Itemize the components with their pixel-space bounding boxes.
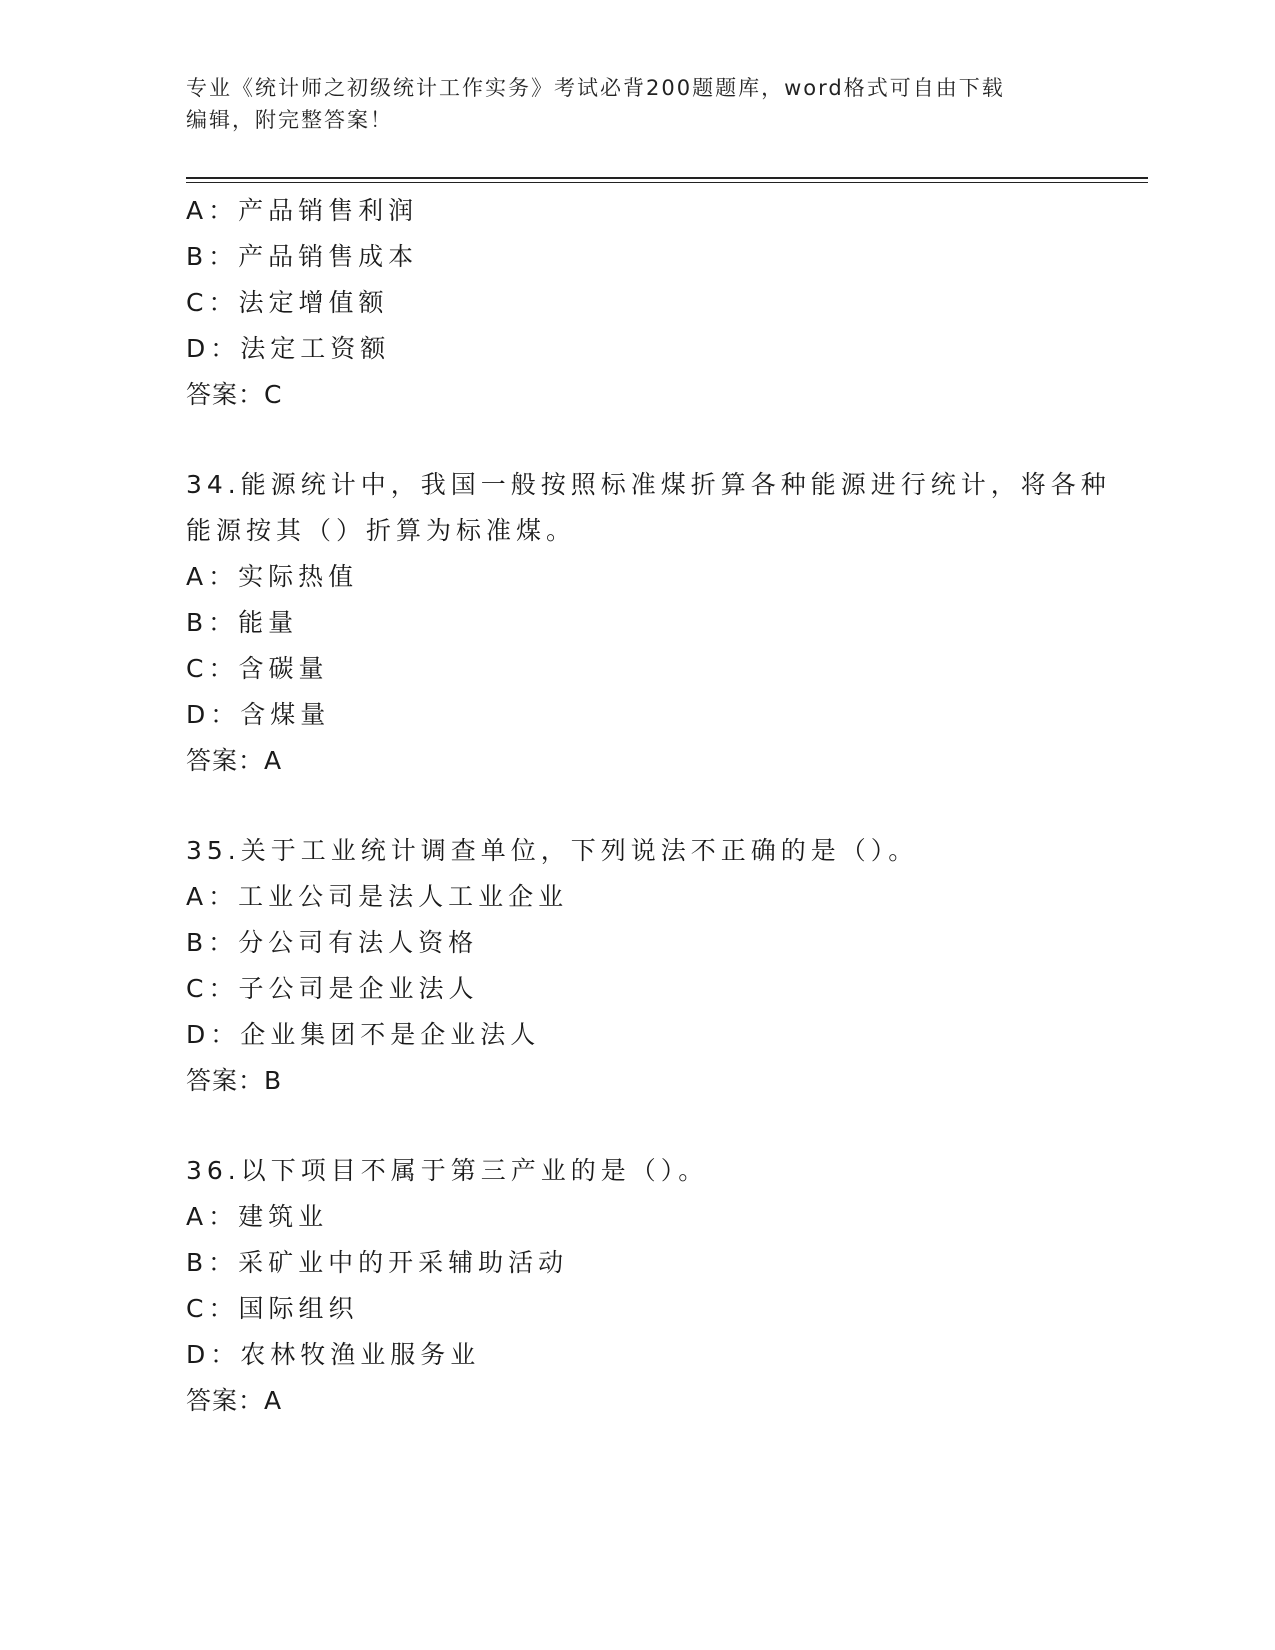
spacer [186,418,1086,462]
question-list [186,188,1111,1424]
question-text-line-1: 34.能源统计中，我国一般按照标准煤折算各种能源进行统计，将各种 [186,470,1111,499]
option-a: A：实际热值 [186,562,359,591]
option-c: C：法定增值额 [186,288,389,317]
option-a: A：建筑业 [186,1202,329,1231]
document-header [186,72,1066,136]
answer: 答案：A [186,746,283,775]
option-c: C：国际组织 [186,1294,359,1323]
question-text-line-1: 35.关于工业统计调查单位，下列说法不正确的是（）。 [186,836,919,865]
option-c: C：含碳量 [186,654,329,683]
header-line-1: 专业《统计师之初级统计工作实务》考试必背200题题库，word格式可自由下载 [186,76,1005,100]
option-b: B：产品销售成本 [186,242,419,271]
header-divider-thick [186,177,1148,179]
option-c: C：子公司是企业法人 [186,974,479,1003]
option-a: A：工业公司是法人工业企业 [186,882,569,911]
question-34 [186,462,1111,784]
answer: 答案：A [186,1386,283,1415]
question-33 [186,188,1086,418]
question-text-line-1: 36.以下项目不属于第三产业的是（）。 [186,1156,709,1185]
option-d: D：含煤量 [186,700,331,729]
spacer [186,784,1086,828]
option-d: D：法定工资额 [186,334,391,363]
spacer [186,1104,1086,1148]
option-b: B：分公司有法人资格 [186,928,479,957]
option-b: B：采矿业中的开采辅助活动 [186,1248,569,1277]
question-text-line-2: 能源按其（）折算为标准煤。 [186,516,577,545]
answer: 答案：C [186,380,283,409]
header-line-2: 编辑，附完整答案！ [186,108,393,132]
option-d: D：农林牧渔业服务业 [186,1340,481,1369]
option-d: D：企业集团不是企业法人 [186,1020,541,1049]
option-b: B：能量 [186,608,299,637]
option-a: A：产品销售利润 [186,196,419,225]
question-36 [186,1148,1086,1424]
answer: 答案：B [186,1066,283,1095]
question-35 [186,828,1086,1104]
header-divider-thin [186,182,1148,183]
